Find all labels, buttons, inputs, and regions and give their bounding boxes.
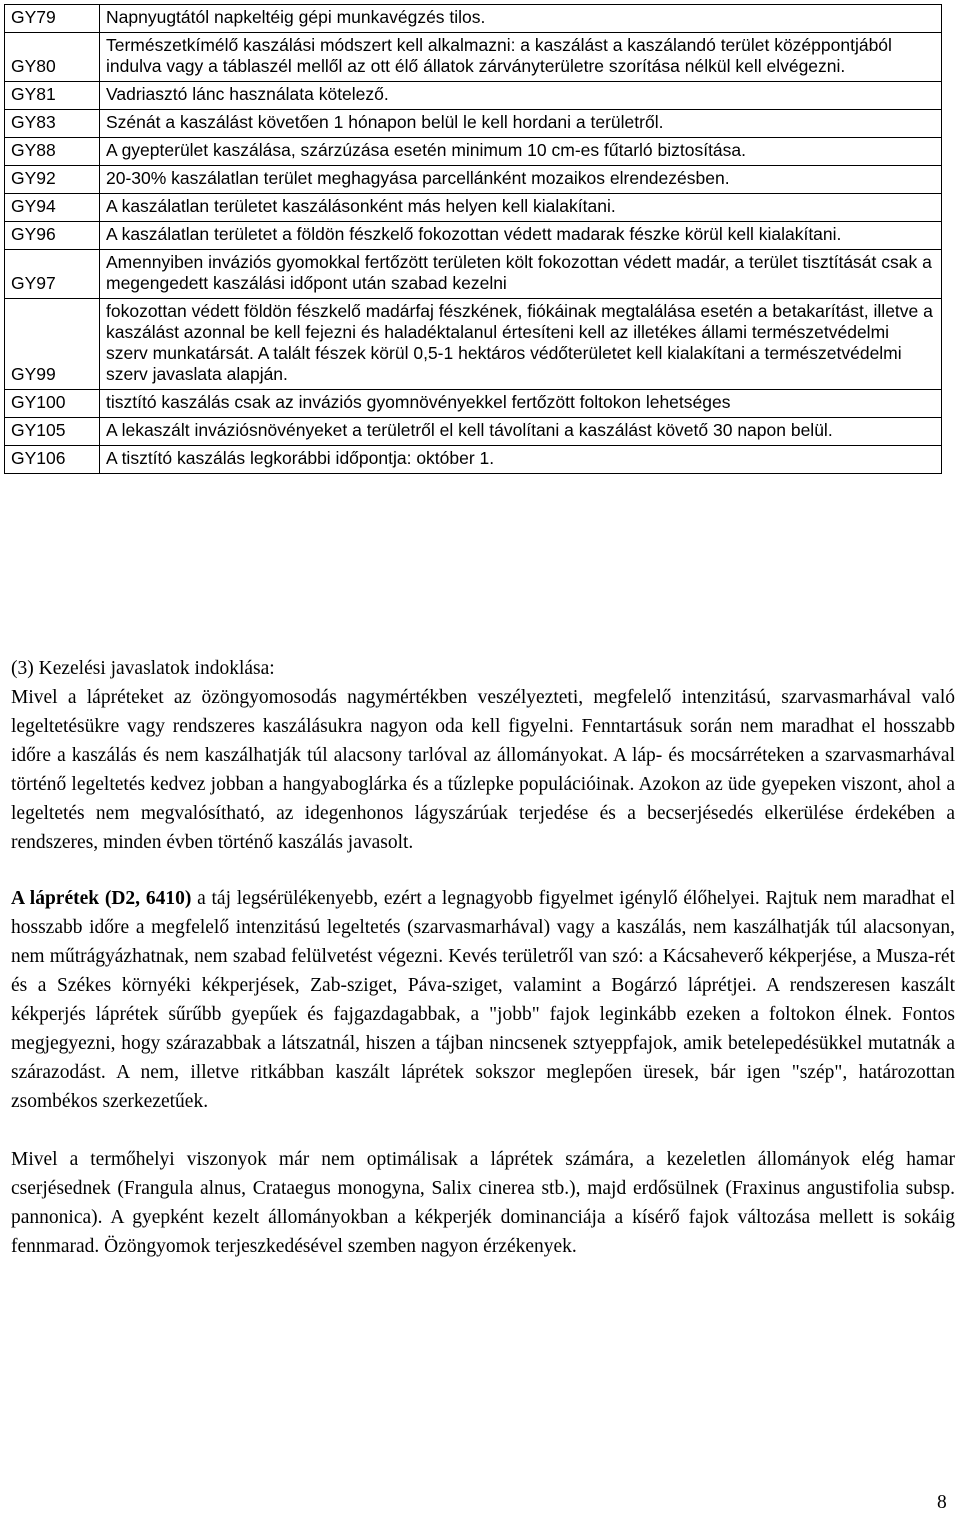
page-number: 8 [937,1492,947,1513]
table-row [5,418,942,446]
paragraph-2 [11,884,955,1116]
table-row [5,33,942,82]
measure-code-table [4,4,942,474]
paragraph-2-bold-lead: A láprétek (D2, 6410) [11,888,192,909]
table-row [5,194,942,222]
measure-code-cell: GY105 [5,418,100,446]
measure-text-cell: A kaszálatlan területet a földön fészkelő fokozottan védett madarak fészke körül kell kialakítani. [100,222,942,250]
measure-text-cell: Amennyiben inváziós gyomokkal fertőzött területen költ fokozottan védett madár, a terület tisztítását csak a megengedett kaszálási időpont után szabad kezelni [100,250,942,299]
measure-text-cell: A gyepterület kaszálása, szárzúzása esetén minimum 10 cm-es fűtarló biztosítása. [100,138,942,166]
table-row [5,299,942,390]
measure-text-cell: Szénát a kaszálást követően 1 hónapon belül le kell hordani a területről. [100,110,942,138]
measure-code-cell: GY99 [5,299,100,390]
measure-code-cell: GY100 [5,390,100,418]
measure-text-cell: A tisztító kaszálás legkorábbi időpontja: október 1. [100,446,942,474]
table-row [5,390,942,418]
measure-text-cell: tisztító kaszálás csak az inváziós gyomnövényekkel fertőzött foltokon lehetséges [100,390,942,418]
table-row [5,110,942,138]
measure-code-cell: GY92 [5,166,100,194]
table-row [5,250,942,299]
body-text [11,654,955,1261]
measure-table-body [5,5,942,474]
measure-code-cell: GY79 [5,5,100,33]
paragraph-3: Mivel a termőhelyi viszonyok már nem optimálisak a láprétek számára, a kezeletlen állományok elég hamar cserjésednek (Frangula alnus, Crataegus monogyna, Salix cinerea stb.), majd erdősülnek (Fraxinus angustifolia subsp. pannonica). A gyepként kezelt állományokban a kékperjék dominanciája a kísérő fajok változása mellett is sokáig fennmarad. Özöngyomok terjeszkedésével szemben nagyon érzékenyek. [11,1149,955,1257]
measure-code-cell: GY97 [5,250,100,299]
measure-code-cell: GY96 [5,222,100,250]
measure-code-cell: GY83 [5,110,100,138]
table-row [5,138,942,166]
measure-text-cell: Napnyugtától napkeltéig gépi munkavégzés tilos. [100,5,942,33]
measure-code-cell: GY81 [5,82,100,110]
measure-code-cell: GY94 [5,194,100,222]
measure-code-cell: GY106 [5,446,100,474]
measure-text-cell: fokozottan védett földön fészkelő madárfaj fészkének, fiókáinak megtalálása esetén a betakarítást, illetve a kaszálást azonnal be kell fejezni és haladéktalanul értesíteni kell az illetékes állami természetvédelmi szerv munkatársát. A talált fészek körül 0,5-1 hektáros védőterületet kell kialakítani a természetvédelmi szerv javaslata alapján. [100,299,942,390]
measure-text-cell: A kaszálatlan területet kaszálásonként más helyen kell kialakítani. [100,194,942,222]
measure-text-cell: 20-30% kaszálatlan terület meghagyása parcellánként mozaikos elrendezésben. [100,166,942,194]
table-row [5,166,942,194]
section-heading: (3) Kezelési javaslatok indoklása: [11,658,275,679]
paragraph-2-text: a táj legsérülékenyebb, ezért a legnagyobb figyelmet igénylő élőhelyei. Rajtuk nem maradhat el hosszabb időre a megfelelő intenzitású legeltetés (szarvasmarhával) vagy a kaszálás, nem kaszálhatják túl alacsonyan, nem műtrágyázhatnak, nem szabad felülvetést végezni. Kevés területről van szó: a Kácsaheverő kékperjése, a Musza-rét és a Székes környéki kékperjések, Zab-sziget, Páva-sziget, valamint a Bogárzó láprétjei. A rendszeresen kaszált kékperjés láprétek sűrűbb gyepűek és fajgazdagabbak, a "jobb" fajok leginkább ezeken a foltokon élnek. Fontos megjegyezni, hogy szárazabbak a látszatnál, hiszen a tájban nincsenek sztyeppfajok, amik betelepedésükkel mutatnák a szárazodást. A nem, illetve ritkábban kaszált láprétek sokszor meglepően üresek, bár igen "szép", határozottan zsombékos szerkezetűek. [11,888,955,1112]
paragraph-1: Mivel a lápréteket az özöngyomosodás nagymértékben veszélyezteti, megfelelő intenzitású, szarvasmarhával való legeltetésükre vagy rendszeres kaszálásukra nagyon oda kell figyelni. Fenntartásuk során nem maradhat el hosszabb időre a kaszálás és nem kaszálhatják túl alacsony tarlóval az állományokat. A láp- és mocsárréteken a szarvasmarhával történő legeltetés kedvez jobban a hangyaboglárka és a tűzlepke populációinak. Azokon az üde gyepeken viszont, ahol a legeltetés nem megvalósítható, az idegenhonos lágyszárúak terjedése és a becserjésedés elkerülése érdekében a rendszeres, minden évben történő kaszálás javasolt. [11,687,955,853]
measure-text-cell: Vadriasztó lánc használata kötelező. [100,82,942,110]
measure-code-cell: GY80 [5,33,100,82]
measure-code-cell: GY88 [5,138,100,166]
measure-text-cell: Természetkímélő kaszálási módszert kell alkalmazni: a kaszálást a kaszálandó terület középpontjából indulva vagy a táblaszél mellől az ott élő állatok zárványterületre szorítása nélkül kell elvégezni. [100,33,942,82]
measure-text-cell: A lekaszált inváziósnövényeket a területről el kell távolítani a kaszálást követő 30 napon belül. [100,418,942,446]
table-row [5,5,942,33]
table-row [5,446,942,474]
table-row [5,82,942,110]
table-row [5,222,942,250]
